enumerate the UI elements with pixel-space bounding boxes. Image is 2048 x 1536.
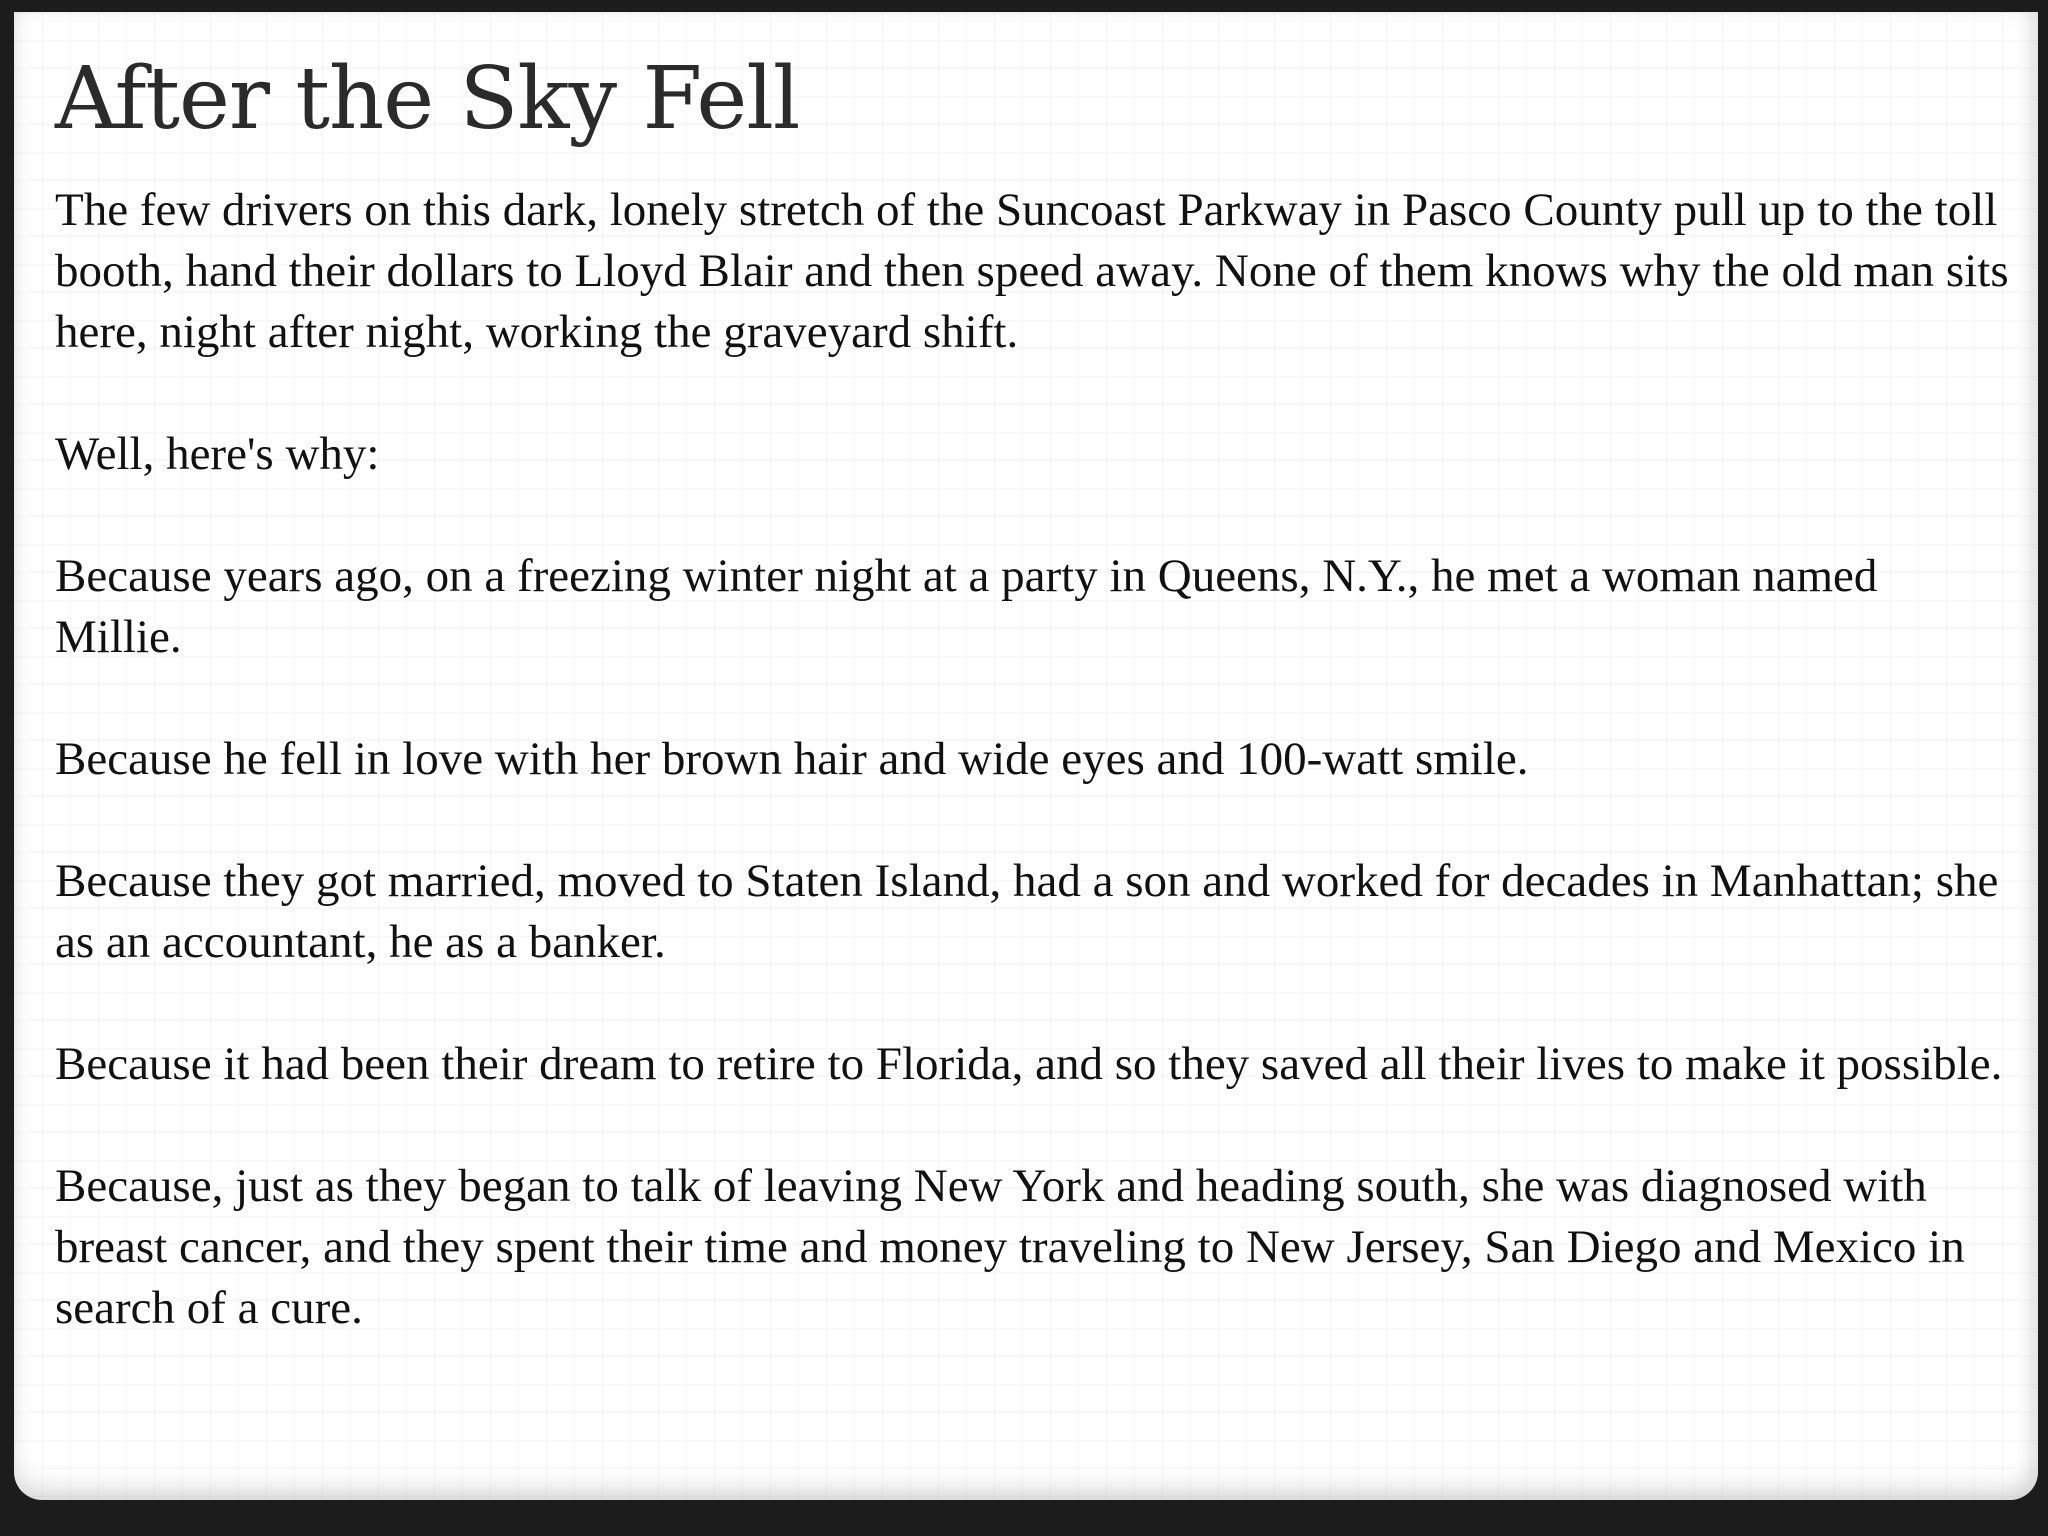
- body-paragraph: The few drivers on this dark, lonely stretch of the Suncoast Parkway in Pasco County pull up to the toll booth, hand their dollars to Lloyd Blair and then speed away. None of them knows why the old man sits here, night after night, working the graveyard shift.: [55, 184, 2009, 358]
- body-paragraph: Because years ago, on a freezing winter night at a party in Queens, N.Y., he met a woman named Millie.: [55, 550, 1878, 663]
- body-paragraph: Because he fell in love with her brown hair and wide eyes and 100-watt smile.: [55, 733, 1529, 785]
- slide-body: [55, 180, 2010, 1339]
- slide: [14, 12, 2038, 1500]
- body-paragraph: Because it had been their dream to retire to Florida, and so they saved all their lives to make it possible.: [55, 1038, 2003, 1090]
- slide-bottom-edge: [14, 1500, 2038, 1536]
- body-paragraph: Because they got married, moved to Staten Island, had a son and worked for decades in Manhattan; she as an accountant, he as a banker.: [55, 855, 1999, 968]
- body-paragraph: Because, just as they began to talk of leaving New York and heading south, she was diagnosed with breast cancer, and they spent their time and money traveling to New Jersey, San Diego and Mexico in search of a cure.: [55, 1160, 1965, 1334]
- body-paragraph: Well, here's why:: [55, 428, 380, 480]
- slide-title: After the Sky Fell: [55, 49, 800, 149]
